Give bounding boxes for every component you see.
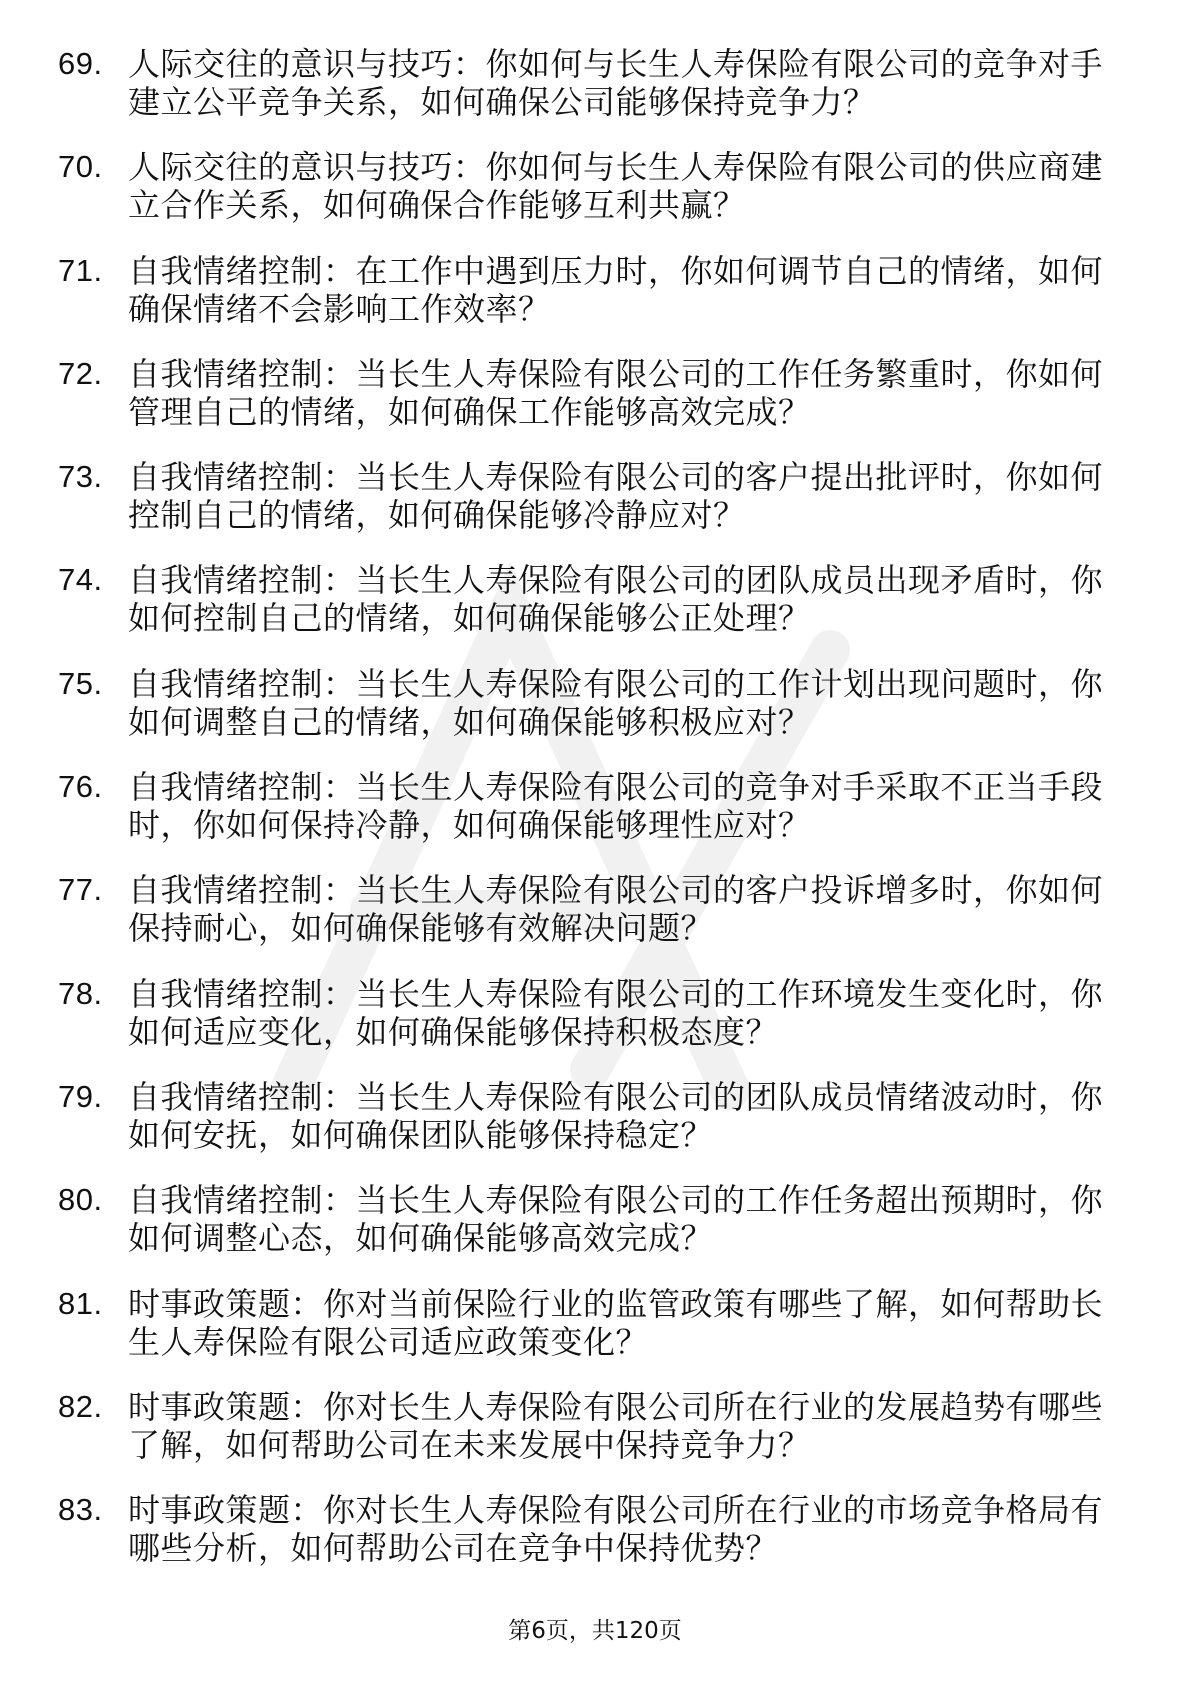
question-text: 人际交往的意识与技巧：你如何与长生人寿保险有限公司的竞争对手建立公平竞争关系，如何确保公司能够保持竞争力？ (128, 45, 1104, 121)
question-text: 时事政策题：你对当前保险行业的监管政策有哪些了解，如何帮助长生人寿保险有限公司适应政策变化？ (128, 1284, 1104, 1361)
question-text: 时事政策题：你对长生人寿保险有限公司所在行业的发展趋势有哪些了解，如何帮助公司在未来发展中保持竞争力？ (128, 1387, 1104, 1464)
question-text: 自我情绪控制：当长生人寿保险有限公司的工作任务超出预期时，你如何调整心态，如何确保能够高效完成？ (128, 1181, 1104, 1258)
question-text: 时事政策题：你对长生人寿保险有限公司所在行业的市场竞争格局有哪些分析，如何帮助公司在竞争中保持优势？ (128, 1491, 1104, 1568)
question-item (0, 148, 1190, 224)
question-text: 自我情绪控制：当长生人寿保险有限公司的客户投诉增多时，你如何保持耐心，如何确保能够有效解决问题？ (128, 871, 1104, 948)
question-number: 73. (58, 459, 103, 495)
question-item (0, 1491, 1190, 1567)
question-number: 83. (58, 1492, 103, 1528)
question-number: 69. (58, 46, 103, 81)
question-text: 自我情绪控制：当长生人寿保险有限公司的工作环境发生变化时，你如何适应变化，如何确保能够保持积极态度？ (128, 974, 1104, 1051)
question-text: 自我情绪控制：当长生人寿保险有限公司的工作任务繁重时，你如何管理自己的情绪，如何确保工作能够高效完成？ (128, 354, 1104, 431)
question-text: 自我情绪控制：当长生人寿保险有限公司的竞争对手采取不正当手段时，你如何保持冷静，如何确保能够理性应对？ (128, 768, 1104, 845)
question-item (0, 1388, 1190, 1464)
question-number: 74. (58, 562, 103, 598)
question-item (0, 1181, 1190, 1257)
question-list (0, 45, 1190, 1594)
question-item (0, 871, 1190, 947)
question-text: 自我情绪控制：当长生人寿保险有限公司的工作计划出现问题时，你如何调整自己的情绪，如何确保能够积极应对？ (128, 664, 1104, 741)
question-item (0, 665, 1190, 741)
question-text: 人际交往的意识与技巧：你如何与长生人寿保险有限公司的供应商建立合作关系，如何确保合作能够互利共赢？ (128, 148, 1104, 225)
question-item (0, 561, 1190, 637)
question-number: 80. (58, 1182, 103, 1218)
question-item (0, 975, 1190, 1051)
question-text: 自我情绪控制：在工作中遇到压力时，你如何调节自己的情绪，如何确保情绪不会影响工作效率？ (128, 251, 1104, 328)
question-number: 81. (58, 1285, 103, 1321)
question-number: 82. (58, 1388, 103, 1424)
question-item (0, 45, 1190, 121)
question-item (0, 355, 1190, 431)
question-number: 76. (58, 769, 103, 805)
question-number: 77. (58, 872, 103, 908)
question-number: 79. (58, 1078, 103, 1114)
question-text: 自我情绪控制：当长生人寿保险有限公司的客户提出批评时，你如何控制自己的情绪，如何确保能够冷静应对？ (128, 458, 1104, 535)
page-number: 第6页，共120页 (508, 1618, 682, 1644)
question-item (0, 458, 1190, 534)
question-text: 自我情绪控制：当长生人寿保险有限公司的团队成员出现矛盾时，你如何控制自己的情绪，如何确保能够公正处理？ (128, 561, 1104, 638)
question-item (0, 1285, 1190, 1361)
question-text: 自我情绪控制：当长生人寿保险有限公司的团队成员情绪波动时，你如何安抚，如何确保团队能够保持稳定？ (128, 1077, 1104, 1154)
question-number: 72. (58, 355, 103, 391)
question-number: 75. (58, 665, 103, 701)
question-item (0, 252, 1190, 328)
question-number: 78. (58, 975, 103, 1011)
question-item (0, 1078, 1190, 1154)
question-number: 70. (58, 149, 103, 185)
question-item (0, 768, 1190, 844)
question-number: 71. (58, 252, 103, 288)
